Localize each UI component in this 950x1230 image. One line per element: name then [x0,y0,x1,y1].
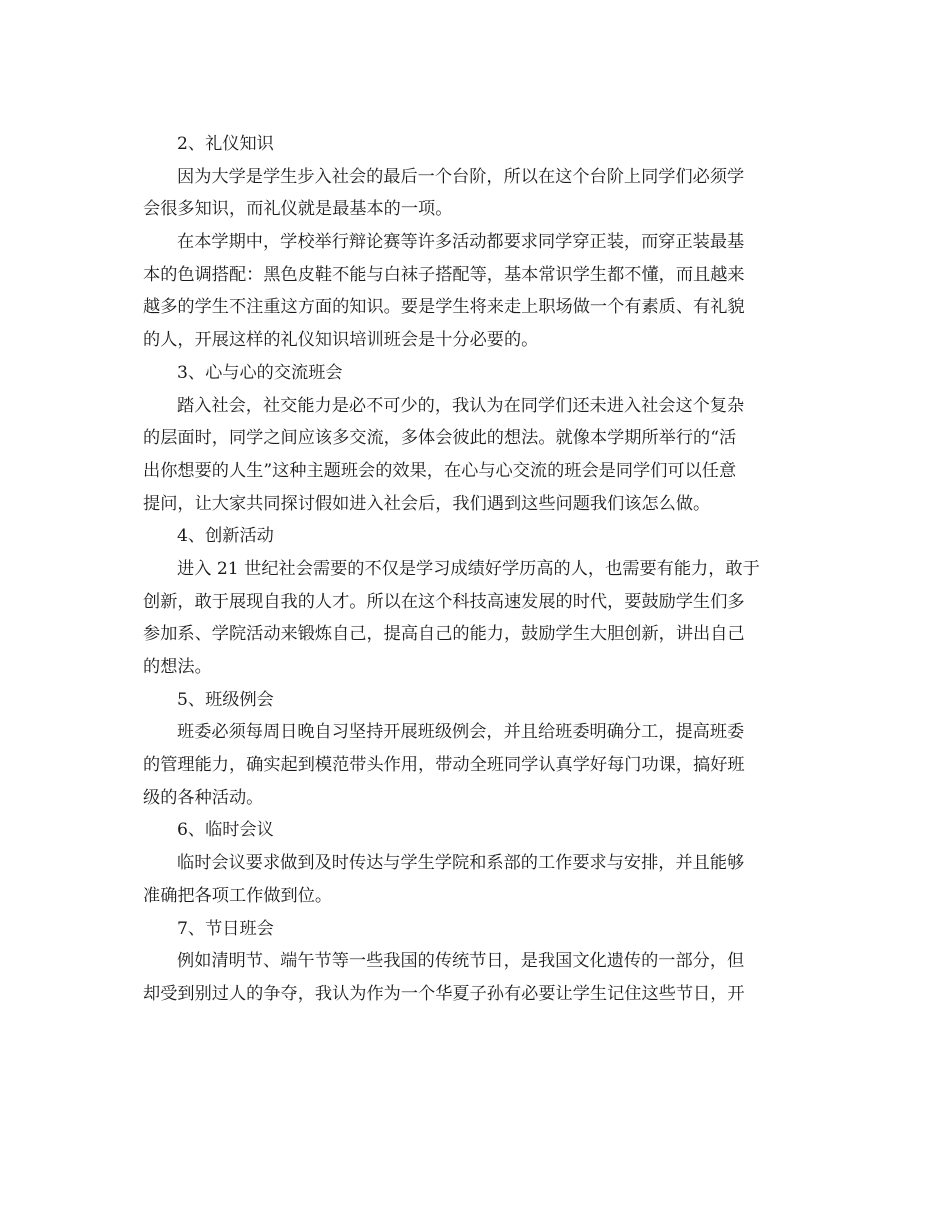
section-heading: 2、礼仪知识 [177,134,274,154]
text-line: 出你想要的人生”这种主题班会的效果，在心与心交流的班会是同学们可以任意 [143,460,737,481]
text-line: 班委必须每周日晚自习坚持开展班级例会，并且给班委明确分工，提高班委 [177,722,745,743]
paragraph [143,161,805,226]
section-innovation [143,520,805,683]
section-heading: 3、心与心的交流班会 [177,362,343,383]
text-line: 级的各种活动。 [143,787,264,808]
section-heart-to-heart [143,357,805,520]
text-line: 越多的学生不注重这方面的知识。要是学生将来走上职场做一个有素质、有礼貌 [143,297,745,318]
text-line: 创新，敢于展现自我的人才。所以在这个科技高速发展的时代，要鼓励学生们多 [143,591,745,612]
text-line: 提问，让大家共同探讨假如进入社会后，我们遇到这些问题我们该怎么做。 [143,493,711,514]
paragraph [143,553,805,684]
text-line: 的人，开展这样的礼仪知识培训班会是十分必要的。 [143,330,539,351]
section-class-meeting [143,684,805,815]
text-line: 的想法。 [143,657,212,677]
text-line: 的管理能力，确实起到模范带头作用，带动全班同学认真学好每门功课，搞好班 [143,755,745,776]
text-line: 在本学期中，学校举行辩论赛等许多活动都要求同学穿正装，而穿正装最基 [177,232,745,253]
section-heading: 6、临时会议 [177,820,274,841]
section-etiquette [143,128,805,357]
text-line: 踏入社会，社交能力是必不可少的，我认为在同学们还未进入社会这个复杂 [177,395,745,416]
paragraph [143,716,805,814]
paragraph [143,390,805,521]
paragraph [143,847,805,912]
text-line: 本的色调搭配：黑色皮鞋不能与白袜子搭配等，基本常识学生都不懂，而且越来 [143,264,745,285]
text-line: 例如清明节、端午节等一些我国的传统节日，是我国文化遗传的一部分，但 [177,951,745,972]
paragraph [143,945,805,1010]
text-line: 因为大学是学生步入社会的最后一个台阶，所以在这个台阶上同学们必须学 [177,166,745,187]
text-line: 会很多知识，而礼仪就是最基本的一项。 [143,199,453,220]
text-line: 的层面时，同学之间应该多交流，多体会彼此的想法。就像本学期所举行的“活 [143,428,737,449]
paragraph [143,226,805,357]
text-line: 准确把各项工作做到位。 [143,885,333,906]
section-heading: 7、节日班会 [177,918,274,939]
text-line: 临时会议要求做到及时传达与学生学院和系部的工作要求与安排，并且能够 [177,853,745,874]
text-line: 参加系、学院活动来锻炼自己，提高自己的能力，鼓励学生大胆创新，讲出自己 [143,624,745,645]
section-temporary-meeting [143,814,805,912]
text-line: 却受到别过人的争夺，我认为作为一个华夏子孙有必要让学生记住这些节日，开 [143,983,745,1004]
section-heading: 5、班级例会 [177,689,274,710]
document-page [143,128,805,1011]
section-heading: 4、创新活动 [177,526,274,547]
text-line: 进入 21 世纪社会需要的不仅是学习成绩好学历高的人，也需要有能力，敢于 [177,558,760,579]
section-festival-meeting [143,913,805,1011]
